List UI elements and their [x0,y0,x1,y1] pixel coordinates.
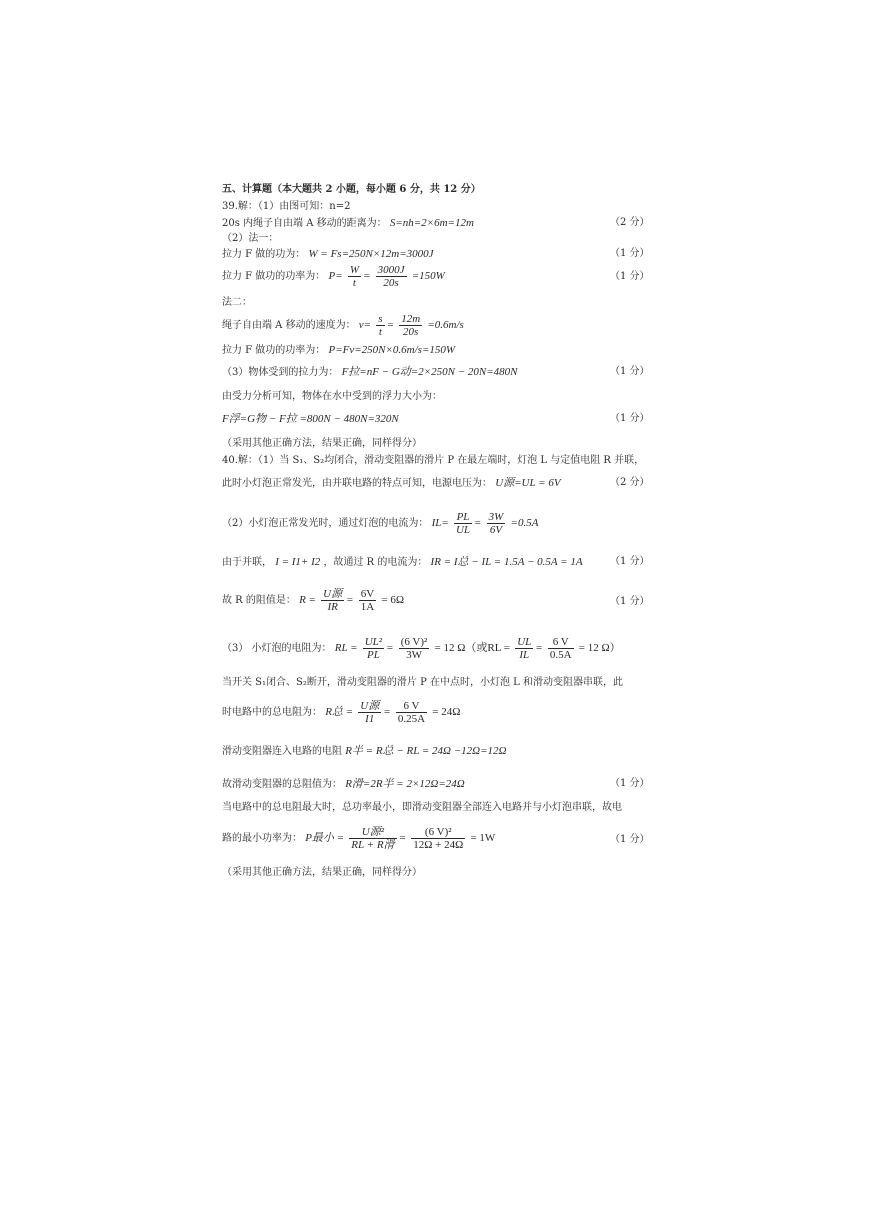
q40-line-7: 当开关 S₁闭合、S₂断开，滑动变阻器的滑片 P 在中点时，小灯泡 L 和滑动变阻器串联，此 [222,677,623,688]
q40-score-1: （2 分） [610,477,650,488]
fraction-6v-over-025a: $\frac{6 V}{0.25A}$ [397,700,426,725]
q40-score-5: （1 分） [610,834,650,845]
q39-line-10: 由受力分析可知，物体在水中受到的浮力大小为： [222,391,442,402]
q39-line-1: 39.解：（1）由图可知：n=2 [222,201,351,212]
q40-line-8-text: 时电路中的总电阻为： [222,707,322,718]
fraction-usource-over-i1: $\frac{\text{U源}}{I1}$ [360,700,380,725]
q40-line-5: 故 R 的阻值是： R = $\frac{\text{U源}}{IR}$ = $\frac{6V}{1A}$ = 6Ω [222,588,405,613]
q39-speed-rhs: =0.6m/s [427,319,464,331]
q39-line-11 [222,412,399,427]
q39-distance-formula: S=nh=2×6m=12m [389,217,474,229]
q40-line-4 [222,555,583,570]
fraction-3000j-over-20s: $\frac{3000J}{20s}$ [377,264,405,289]
fraction-6v2-over-3w: $\frac{\text{(6 V)²}}{3W}$ [400,636,428,661]
q39-pull-force-formula: F拉=nF − G动=2×250N − 20N=480N [341,366,518,378]
q40-line-4-text: 由于并联， [222,557,272,568]
q39-line-3: （2）法一： [222,233,279,244]
q40-line-11: 当电路中的总电阻最大时，总功率最小，即滑动变阻器全部连入电路并与小灯泡串联，故电 [222,802,622,813]
q40-resistor-current-formula: IR = I总 − IL = 1.5A − 0.5A = 1A [430,556,583,568]
q39-work-formula: W = Fs=250N×12m=3000J [308,248,434,260]
q39-line-2-text: 20s 内绳子自由端 A 移动的距离为： [222,218,387,229]
q40-line-6: （3） 小灯泡的电阻为： RL = $\frac{\text{UL²}}{PL}$ = $\frac{\text{(6 V)²}}{3W}$ = 12 Ω（或RL = $\frac{UL}{IL}$ = $\frac{6 V}{0.5A}$ = 12 Ω） [222,636,621,661]
q40-resistance-lhs: R = [299,594,316,606]
q39-speed-lhs: v= [358,319,372,331]
fraction-pl-over-ul: $\frac{PL}{UL}$ [455,511,471,536]
q40-min-power-lhs: P最小 = [305,832,345,844]
fraction-ul-over-il: $\frac{UL}{IL}$ [517,636,532,661]
q39-score-2: （1 分） [610,248,650,259]
q40-min-power-rhs: = 1W [470,832,496,844]
q40-lamp-resistance-rhs: = 12 Ω） [578,642,621,654]
q40-total-resistance-rhs: = 24Ω [432,706,461,718]
fraction-12m-over-20s: $\frac{12m}{20s}$ [401,313,421,338]
section-heading: 五、计算题（本大题共 2 小题，每小题 6 分，共 12 分） [222,184,481,195]
q39-score-4: （1 分） [610,366,650,377]
q40-line-9 [222,744,507,759]
q40-line-6-text: （3） 小灯泡的电阻为： [222,643,332,654]
q40-line-2-text: 此时小灯泡正常发光，由并联电路的特点可知，电源电压为： [222,478,492,489]
q40-slider-resistance-formula: R滑=2R半 = 2×12Ω=24Ω [345,778,465,790]
q40-total-resistance-lhs: R总 = [325,706,354,718]
q40-lamp-resistance-alt: = 12 Ω（或RL = [434,642,511,654]
q40-line-9-text: 滑动变阻器连入电路的电阻 [222,746,342,757]
q39-line-5: 拉力 F 做功的功率为： P= $\frac{W}{t}$ = $\frac{3000J}{20s}$ =150W [222,264,445,289]
fraction-6v2-over-36ohm: $\frac{\text{(6 V)²}}{12\Omega + 24\Omega}$ [413,826,464,851]
q40-line-5-text: 故 R 的阻值是： [222,595,296,606]
q39-power-lhs: P= [328,270,343,282]
q40-line-12: 路的最小功率为： P最小 = $\frac{\text{U源²}}{\text{RL + R滑}}$ = $\frac{\text{(6 V)²}}{12\Omega + 24\Omega}$ = 1W [222,826,496,851]
q40-line-10-text: 故滑动变阻器的总阻值为： [222,779,342,790]
q40-current-rhs: =0.5A [510,517,539,529]
fraction-usource2-over-rsum: $\frac{\text{U源²}}{\text{RL + R滑}}$ [351,826,395,851]
q40-current-lhs: IL= [431,517,449,529]
q39-score-5: （1 分） [610,413,650,424]
q40-voltage-formula: U源=UL = 6V [495,477,561,489]
q40-score-4: （1 分） [610,778,650,789]
q40-line-3: （2）小灯泡正常发光时，通过灯泡的电流为： IL= $\frac{PL}{UL}$ = $\frac{3W}{6V}$ =0.5A [222,511,539,536]
q40-lamp-resistance-lhs: RL = [334,642,358,654]
q39-line-2 [222,216,474,231]
q40-line-10 [222,777,465,792]
q40-line-12-text: 路的最小功率为： [222,833,302,844]
q40-line-2 [222,476,561,491]
fraction-6v-over-05a: $\frac{6 V}{0.5A}$ [549,636,572,661]
fraction-ul2-over-pl: $\frac{\text{UL²}}{PL}$ [364,636,383,661]
q39-line-5-text: 拉力 F 做功的功率为： [222,271,326,282]
q39-line-4-text: 拉力 F 做的功为： [222,249,306,260]
q40-line-4-text-2: ，故通过 R 的电流为： [323,557,428,568]
q40-note: （采用其他正确方法，结果正确，同样得分） [222,867,422,878]
q39-line-4 [222,247,434,262]
q40-resistance-rhs: = 6Ω [381,594,405,606]
q39-line-9-text: （3）物体受到的拉力为： [222,367,339,378]
q39-line-8-text: 拉力 F 做功的功率为： [222,345,326,356]
q40-line-8: 时电路中的总电阻为： R总 = $\frac{\text{U源}}{I1}$ = $\frac{6 V}{0.25A}$ = 24Ω [222,700,461,725]
q39-score-1: （2 分） [610,217,650,228]
q40-parallel-current-formula: I = I1+ I2 [275,556,321,568]
q39-line-6: 法二： [222,297,252,308]
fraction-usource-over-ir: $\frac{\text{U源}}{IR}$ [323,588,343,613]
q39-score-3: （1 分） [610,271,650,282]
q40-score-3: （1 分） [610,596,650,607]
q40-line-3-text: （2）小灯泡正常发光时，通过灯泡的电流为： [222,518,429,529]
q39-line-8 [222,343,455,358]
fraction-3w-over-6v: $\frac{3W}{6V}$ [488,511,504,536]
fraction-w-over-t: $\frac{W}{t}$ [349,264,359,289]
q40-score-2: （1 分） [610,556,650,567]
fraction-s-over-t: $\frac{s}{t}$ [378,313,383,338]
fraction-6v-over-1a: $\frac{6V}{1A}$ [360,588,375,613]
q40-line-1: 40.解：（1）当 S₁、S₂均闭合，滑动变阻器的滑片 P 在最左端时，灯泡 L 与定值电阻 R 并联， [222,455,645,466]
q39-line-7-text: 绳子自由端 A 移动的速度为： [222,320,356,331]
q40-half-resistance-formula: R半 = R总 − RL = 24Ω −12Ω=12Ω [345,745,507,757]
q39-buoyancy-formula: F浮=G物 − F拉 =800N − 480N=320N [222,413,399,425]
q39-power-rhs: =150W [411,270,445,282]
q39-line-9 [222,365,518,380]
q39-note: （采用其他正确方法，结果正确，同样得分） [222,438,422,449]
q39-power-formula-2: P=Fv=250N×0.6m/s=150W [328,344,456,356]
q39-line-7: 绳子自由端 A 移动的速度为： v= $\frac{s}{t}$ = $\frac{12m}{20s}$ =0.6m/s [222,313,464,338]
